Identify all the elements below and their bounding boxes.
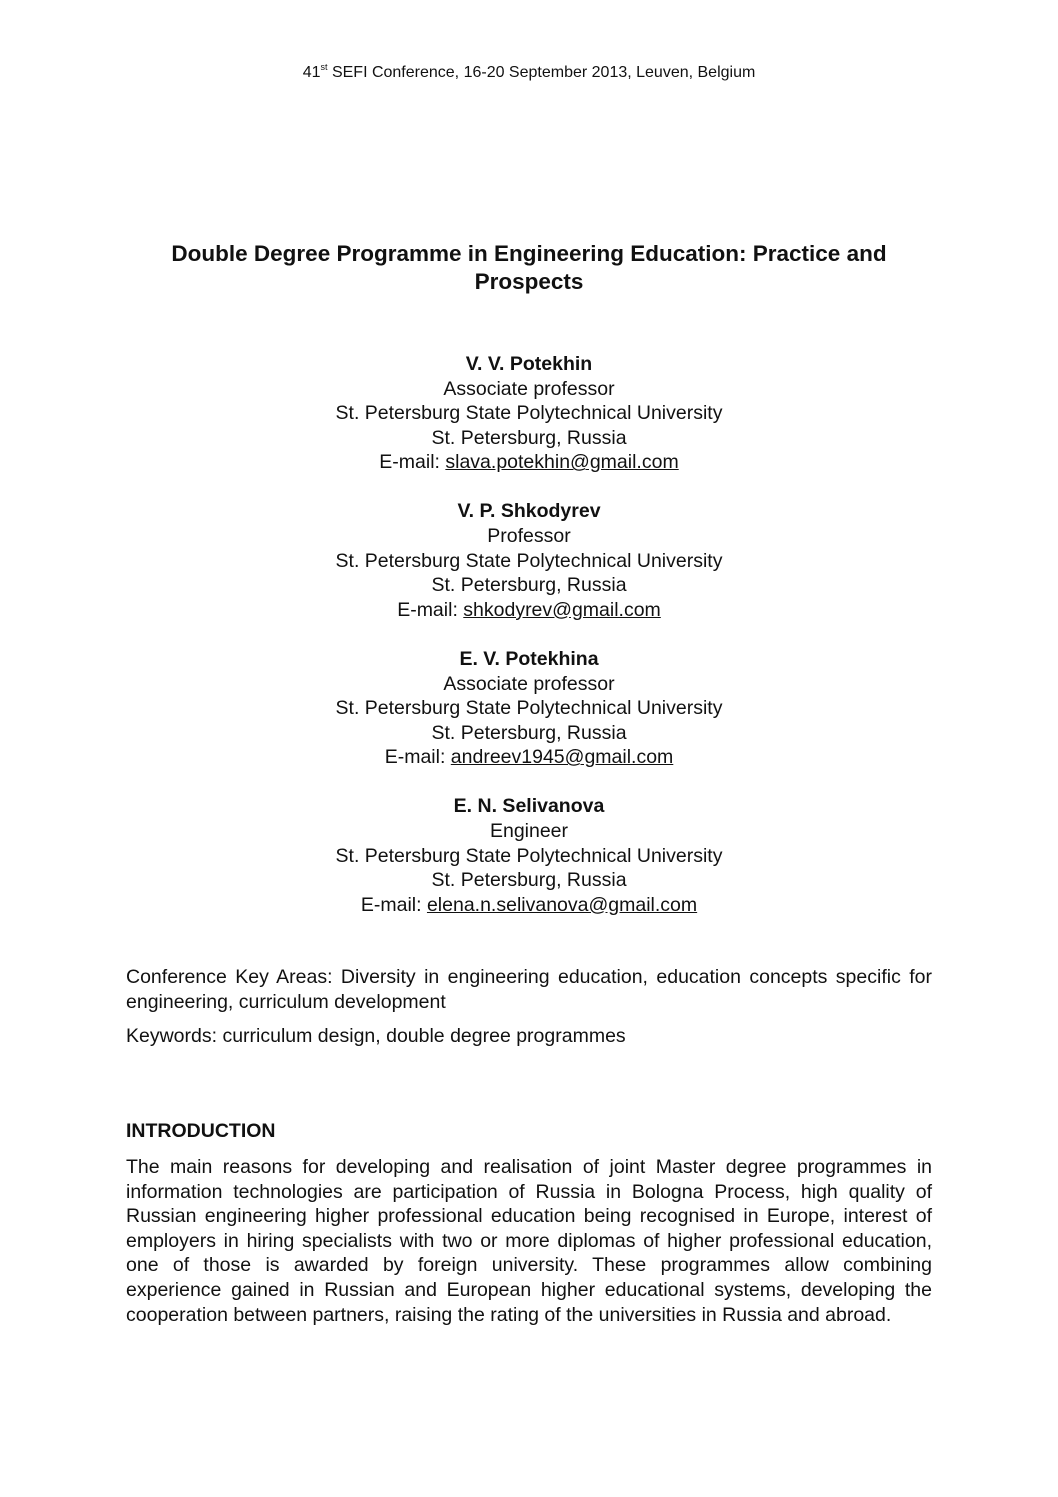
introduction-heading: INTRODUCTION	[126, 1120, 276, 1142]
author-name: E. V. Potekhina	[459, 647, 599, 670]
author-list	[0, 352, 1058, 942]
author-email-link[interactable]: elena.n.selivanova@gmail.com	[426, 893, 698, 916]
author-email-line	[0, 450, 1058, 475]
author-name: E. N. Selivanova	[453, 795, 605, 818]
author-block	[0, 794, 1058, 917]
email-label: E-mail:	[384, 746, 451, 769]
author-affiliation: St. Petersburg State Polytechnical University	[335, 402, 723, 425]
author-name: V. V. Potekhin	[465, 353, 593, 375]
author-block	[0, 499, 1058, 622]
conference-number: 41	[302, 64, 321, 81]
conference-key-areas: Conference Key Areas: Diversity in engineering education, education concepts specific for engineering, curriculum development	[126, 966, 932, 1013]
author-position: Professor	[487, 525, 571, 548]
author-block	[0, 647, 1058, 770]
keywords: Keywords: curriculum design, double degree programmes	[126, 1025, 626, 1047]
author-position: Associate professor	[443, 377, 615, 400]
author-email-line	[0, 893, 1058, 918]
author-position: Associate professor	[443, 672, 615, 695]
author-email-link[interactable]: andreev1945@gmail.com	[450, 746, 674, 769]
running-header	[0, 62, 1058, 82]
ordinal-superscript: st	[320, 62, 328, 72]
author-block	[0, 352, 1058, 475]
author-affiliation: St. Petersburg State Polytechnical University	[335, 844, 723, 867]
author-location: St. Petersburg, Russia	[431, 426, 627, 449]
email-label: E-mail:	[397, 598, 464, 621]
conference-info: SEFI Conference, 16-20 September 2013, Leuven, Belgium	[327, 64, 756, 81]
introduction-paragraph: The main reasons for developing and realisation of joint Master degree programmes in information technologies are participation of Russia in Bologna Process, high quality of Russian engineering higher professional education being recognised in Europe, interest of employers in hiring specialists with two or more diplomas of higher professional education, one of those is awarded by foreign university. These programmes allow combining experience gained in Russian and European higher educational systems, developing the cooperation between partners, raising the rating of the universities in Russia and abroad.	[126, 1156, 932, 1326]
author-location: St. Petersburg, Russia	[431, 574, 627, 597]
author-location: St. Petersburg, Russia	[431, 721, 627, 744]
author-affiliation: St. Petersburg State Polytechnical University	[335, 697, 723, 720]
author-position: Engineer	[489, 820, 569, 842]
author-name: V. P. Shkodyrev	[457, 500, 601, 523]
email-label: E-mail:	[379, 451, 446, 474]
email-label: E-mail:	[360, 893, 427, 916]
author-email-line	[0, 745, 1058, 770]
author-email-link[interactable]: shkodyrev@gmail.com	[463, 598, 661, 621]
author-affiliation: St. Petersburg State Polytechnical University	[335, 549, 723, 572]
author-location: St. Petersburg, Russia	[431, 869, 627, 892]
paper-title: Double Degree Programme in Engineering Education: Practice and Prospects	[171, 241, 887, 294]
author-email-link[interactable]: slava.potekhin@gmail.com	[445, 451, 679, 474]
author-email-line	[0, 598, 1058, 623]
